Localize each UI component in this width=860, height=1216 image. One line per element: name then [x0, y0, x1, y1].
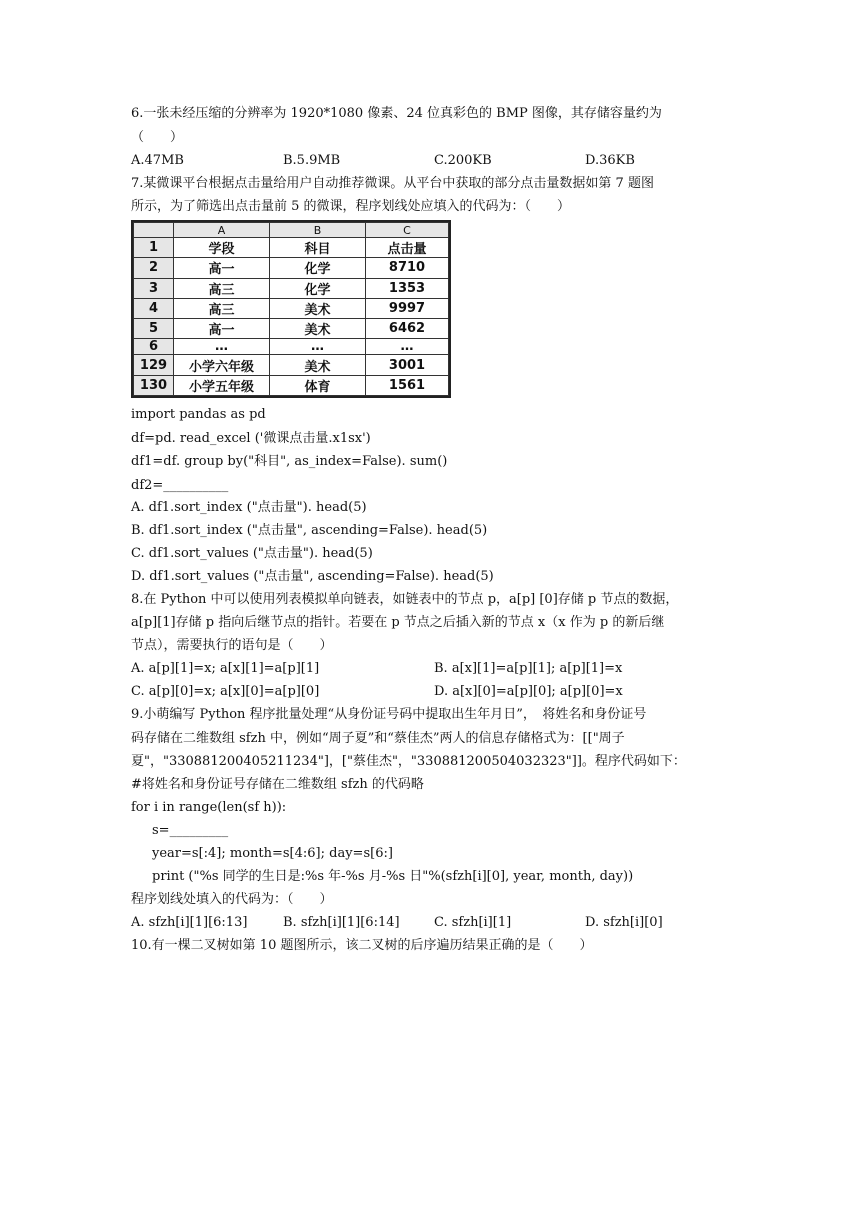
q9-code-comment: #将姓名和身份证号存储在二维数组 sfzh 的代码略 — [131, 777, 424, 792]
q7-option-d: D. df1.sort_values ("点击量", ascending=False). head(5) — [131, 569, 494, 584]
cell-stage: 小学六年级 — [174, 355, 270, 375]
q9-stem-line2: 码存储在二维数组 sfzh 中，例如“周子夏”和“蔡佳杰”两人的信息存储格式为：[["周子 — [131, 731, 625, 746]
table-row — [134, 339, 449, 355]
q8-stem-line1: 8.在 Python 中可以使用列表模拟单向链表，如链表中的节点 p，a[p] [0]存储 p 节点的数据， — [131, 592, 679, 607]
row-number: 3 — [134, 278, 174, 298]
q6-option-c: C.200KB — [434, 153, 492, 168]
q7-code-line4: df2=__________ — [131, 478, 229, 493]
cell-stage: 学段 — [174, 238, 270, 258]
cell-clicks: 点击量 — [366, 238, 449, 258]
column-header-b: B — [270, 223, 366, 238]
q9-prompt: 程序划线处填入的代码为：（ ） — [131, 892, 333, 907]
q9-option-a: A. sfzh[i][1][6:13] — [131, 915, 248, 930]
cell-clicks: 1353 — [366, 278, 449, 298]
q10-stem: 10.有一棵二叉树如第 10 题图所示，该二叉树的后序遍历结果正确的是（ ） — [131, 938, 593, 953]
q6-option-a: A.47MB — [131, 153, 184, 168]
table-row — [134, 238, 449, 258]
row-number: 4 — [134, 298, 174, 318]
q7-stem-line2: 所示，为了筛选出点击量前 5 的微课，程序划线处应填入的代码为：（ ） — [131, 199, 571, 214]
column-header-row — [134, 223, 449, 238]
cell-clicks: … — [366, 339, 449, 355]
q7-code-line3: df1=df. group by("科目", as_index=False). sum() — [131, 454, 448, 469]
row-number: 130 — [134, 375, 174, 395]
corner-cell — [134, 223, 174, 238]
table-row — [134, 298, 449, 318]
cell-subject: 化学 — [270, 258, 366, 278]
cell-subject: 体育 — [270, 375, 366, 395]
row-number: 129 — [134, 355, 174, 375]
q9-option-c: C. sfzh[i][1] — [434, 915, 512, 930]
spreadsheet-table — [133, 222, 449, 396]
q7-option-c: C. df1.sort_values ("点击量"). head(5) — [131, 546, 373, 561]
cell-stage: 高一 — [174, 258, 270, 278]
q7-stem-line1: 7.某微课平台根据点击量给用户自动推荐微课。从平台中获取的部分点击量数据如第 7 题图 — [131, 176, 654, 191]
row-number: 1 — [134, 238, 174, 258]
cell-stage: 小学五年级 — [174, 375, 270, 395]
q6-stem-line1: 6.一张未经压缩的分辨率为 1920*1080 像素、24 位真彩色的 BMP 图像，其存储容量约为 — [131, 106, 662, 121]
q8-option-d: D. a[x][0]=a[p][0]; a[p][0]=x — [434, 684, 623, 699]
table-row — [134, 319, 449, 339]
q8-option-c: C. a[p][0]=x; a[x][0]=a[p][0] — [131, 684, 320, 699]
row-number: 6 — [134, 339, 174, 355]
table-row — [134, 375, 449, 395]
table-row — [134, 258, 449, 278]
table-row — [134, 355, 449, 375]
cell-stage: 高一 — [174, 319, 270, 339]
table-row — [134, 278, 449, 298]
cell-stage: … — [174, 339, 270, 355]
q9-code-blank: s=_________ — [152, 823, 229, 838]
cell-clicks: 1561 — [366, 375, 449, 395]
q7-code-line1: import pandas as pd — [131, 407, 266, 422]
q9-option-b: B. sfzh[i][1][6:14] — [283, 915, 400, 930]
q6-stem-line2: （ ） — [131, 130, 184, 145]
q8-option-b: B. a[x][1]=a[p][1]; a[p][1]=x — [434, 661, 623, 676]
q7-code-line2: df=pd. read_excel ('微课点击量.x1sx') — [131, 431, 371, 446]
q8-option-a: A. a[p][1]=x; a[x][1]=a[p][1] — [131, 661, 320, 676]
cell-subject: … — [270, 339, 366, 355]
cell-subject: 美术 — [270, 319, 366, 339]
q9-stem-line3: 夏"，"330881200405211234"]，["蔡佳杰"，"330881200504032323"]]。程序代码如下： — [131, 754, 686, 769]
row-number: 2 — [134, 258, 174, 278]
q9-stem-line1: 9.小萌编写 Python 程序批量处理“从身份证号码中提取出生年月日”， 将姓名和身份证号 — [131, 707, 647, 722]
cell-clicks: 8710 — [366, 258, 449, 278]
q9-option-d: D. sfzh[i][0] — [585, 915, 663, 930]
q7-option-a: A. df1.sort_index ("点击量"). head(5) — [131, 500, 367, 515]
q9-code-for: for i in range(len(sf h)): — [131, 800, 287, 815]
spreadsheet-figure — [131, 220, 451, 398]
cell-clicks: 9997 — [366, 298, 449, 318]
cell-subject: 化学 — [270, 278, 366, 298]
row-number: 5 — [134, 319, 174, 339]
q6-option-d: D.36KB — [585, 153, 635, 168]
q6-option-b: B.5.9MB — [283, 153, 341, 168]
cell-clicks: 3001 — [366, 355, 449, 375]
q9-code-slices: year=s[:4]; month=s[4:6]; day=s[6:] — [152, 846, 393, 861]
column-header-c: C — [366, 223, 449, 238]
column-header-a: A — [174, 223, 270, 238]
q9-code-print: print ("%s 同学的生日是:%s 年-%s 月-%s 日"%(sfzh[i][0], year, month, day)) — [152, 869, 634, 884]
cell-subject: 科目 — [270, 238, 366, 258]
q7-option-b: B. df1.sort_index ("点击量", ascending=False). head(5) — [131, 523, 488, 538]
q8-stem-line2: a[p][1]存储 p 指向后继节点的指针。若要在 p 节点之后插入新的节点 x（x 作为 p 的新后继 — [131, 615, 665, 630]
q8-stem-line3: 节点），需要执行的语句是（ ） — [131, 638, 333, 653]
cell-subject: 美术 — [270, 298, 366, 318]
cell-clicks: 6462 — [366, 319, 449, 339]
cell-subject: 美术 — [270, 355, 366, 375]
cell-stage: 高三 — [174, 298, 270, 318]
cell-stage: 高三 — [174, 278, 270, 298]
